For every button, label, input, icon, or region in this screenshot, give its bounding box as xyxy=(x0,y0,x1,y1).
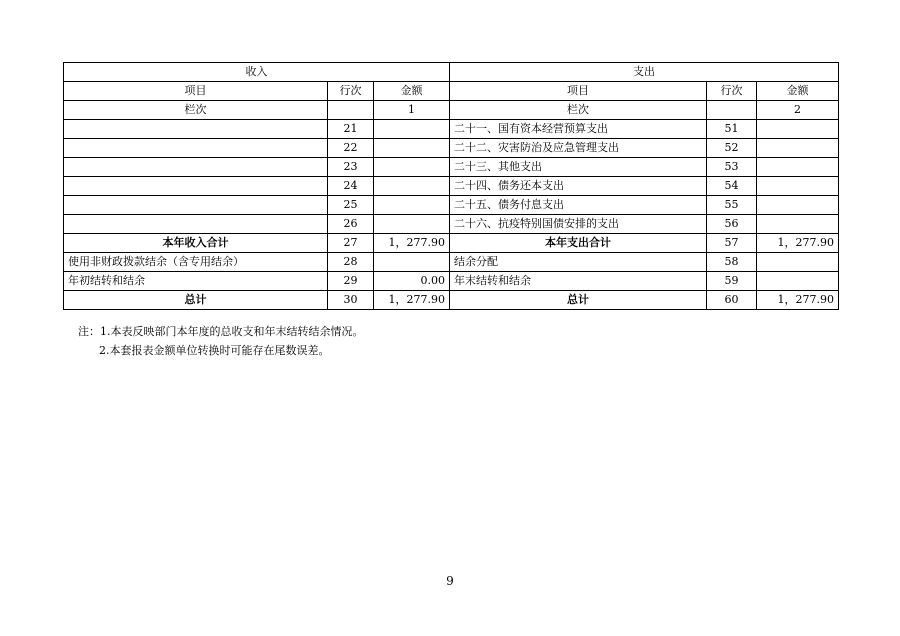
income-line-cell: 21 xyxy=(328,120,374,139)
expense-item-cell: 二十四、债务还本支出 xyxy=(450,177,707,196)
footnote-1: 注：1.本表反映部门本年度的总收支和年末结转结余情况。 xyxy=(78,325,364,338)
income-item-cell xyxy=(64,196,328,215)
expense-amount-cell: 1，277.90 xyxy=(757,234,839,253)
expense-line-cell: 51 xyxy=(707,120,757,139)
income-line-header: 行次 xyxy=(328,82,374,101)
expense-line-cell: 56 xyxy=(707,215,757,234)
expense-line-cell: 53 xyxy=(707,158,757,177)
income-item-header: 项目 xyxy=(64,82,328,101)
expense-amount-cell xyxy=(757,215,839,234)
income-amount-cell xyxy=(374,196,450,215)
expense-amount-cell xyxy=(757,139,839,158)
expense-line-cell: 55 xyxy=(707,196,757,215)
expense-line-cell: 57 xyxy=(707,234,757,253)
expense-header: 支出 xyxy=(450,63,839,82)
budget-table xyxy=(63,62,839,310)
income-item-cell: 使用非财政拨款结余（含专用结余） xyxy=(64,253,328,272)
page-number: 9 xyxy=(446,574,454,588)
income-line-cell: 24 xyxy=(328,177,374,196)
income-line-cell: 30 xyxy=(328,291,374,310)
income-line-cell: 22 xyxy=(328,139,374,158)
table-row xyxy=(64,291,839,310)
income-amount-cell xyxy=(374,177,450,196)
income-item-cell: 总计 xyxy=(64,291,328,310)
table-row xyxy=(64,120,839,139)
income-item-cell: 年初结转和结余 xyxy=(64,272,328,291)
expense-line-header: 行次 xyxy=(707,82,757,101)
income-line-cell: 28 xyxy=(328,253,374,272)
expense-amount-cell: 1，277.90 xyxy=(757,291,839,310)
expense-index-line xyxy=(707,101,757,120)
expense-index-col: 2 xyxy=(757,101,839,120)
income-index-label: 栏次 xyxy=(64,101,328,120)
table-row xyxy=(64,272,839,291)
income-line-cell: 26 xyxy=(328,215,374,234)
expense-item-cell: 年末结转和结余 xyxy=(450,272,707,291)
table-row xyxy=(64,177,839,196)
expense-item-cell: 总计 xyxy=(450,291,707,310)
income-amount-cell: 1，277.90 xyxy=(374,291,450,310)
income-index-line xyxy=(328,101,374,120)
income-line-cell: 25 xyxy=(328,196,374,215)
expense-amount-header: 金额 xyxy=(757,82,839,101)
table-row xyxy=(64,215,839,234)
table-row xyxy=(64,234,839,253)
income-line-cell: 29 xyxy=(328,272,374,291)
income-line-cell: 27 xyxy=(328,234,374,253)
expense-amount-cell xyxy=(757,120,839,139)
income-amount-cell xyxy=(374,120,450,139)
expense-item-cell: 二十五、债务付息支出 xyxy=(450,196,707,215)
expense-line-cell: 54 xyxy=(707,177,757,196)
expense-item-cell: 结余分配 xyxy=(450,253,707,272)
expense-item-cell: 二十六、抗疫特别国债安排的支出 xyxy=(450,215,707,234)
income-item-cell xyxy=(64,215,328,234)
footnote-2: 2.本套报表金额单位转换时可能存在尾数误差。 xyxy=(99,344,330,357)
expense-line-cell: 59 xyxy=(707,272,757,291)
expense-line-cell: 60 xyxy=(707,291,757,310)
table-row xyxy=(64,139,839,158)
income-amount-cell: 0.00 xyxy=(374,272,450,291)
expense-item-cell: 二十二、灾害防治及应急管理支出 xyxy=(450,139,707,158)
income-item-cell xyxy=(64,120,328,139)
table-row xyxy=(64,196,839,215)
expense-line-cell: 58 xyxy=(707,253,757,272)
expense-item-header: 项目 xyxy=(450,82,707,101)
income-index-col: 1 xyxy=(374,101,450,120)
section-header-row xyxy=(64,63,839,82)
income-header: 收入 xyxy=(64,63,450,82)
table-row xyxy=(64,253,839,272)
expense-amount-cell xyxy=(757,196,839,215)
expense-item-cell: 二十一、国有资本经营预算支出 xyxy=(450,120,707,139)
income-item-cell xyxy=(64,158,328,177)
expense-line-cell: 52 xyxy=(707,139,757,158)
income-amount-cell xyxy=(374,139,450,158)
income-item-cell: 本年收入合计 xyxy=(64,234,328,253)
income-amount-cell: 1，277.90 xyxy=(374,234,450,253)
expense-amount-cell xyxy=(757,158,839,177)
income-amount-header: 金额 xyxy=(374,82,450,101)
footnotes xyxy=(78,322,364,360)
income-amount-cell xyxy=(374,215,450,234)
income-item-cell xyxy=(64,177,328,196)
income-amount-cell xyxy=(374,253,450,272)
expense-index-label: 栏次 xyxy=(450,101,707,120)
column-header-row xyxy=(64,82,839,101)
expense-amount-cell xyxy=(757,177,839,196)
expense-item-cell: 本年支出合计 xyxy=(450,234,707,253)
income-line-cell: 23 xyxy=(328,158,374,177)
expense-amount-cell xyxy=(757,272,839,291)
expense-item-cell: 二十三、其他支出 xyxy=(450,158,707,177)
income-amount-cell xyxy=(374,158,450,177)
expense-amount-cell xyxy=(757,253,839,272)
income-item-cell xyxy=(64,139,328,158)
column-index-row xyxy=(64,101,839,120)
table-row xyxy=(64,158,839,177)
